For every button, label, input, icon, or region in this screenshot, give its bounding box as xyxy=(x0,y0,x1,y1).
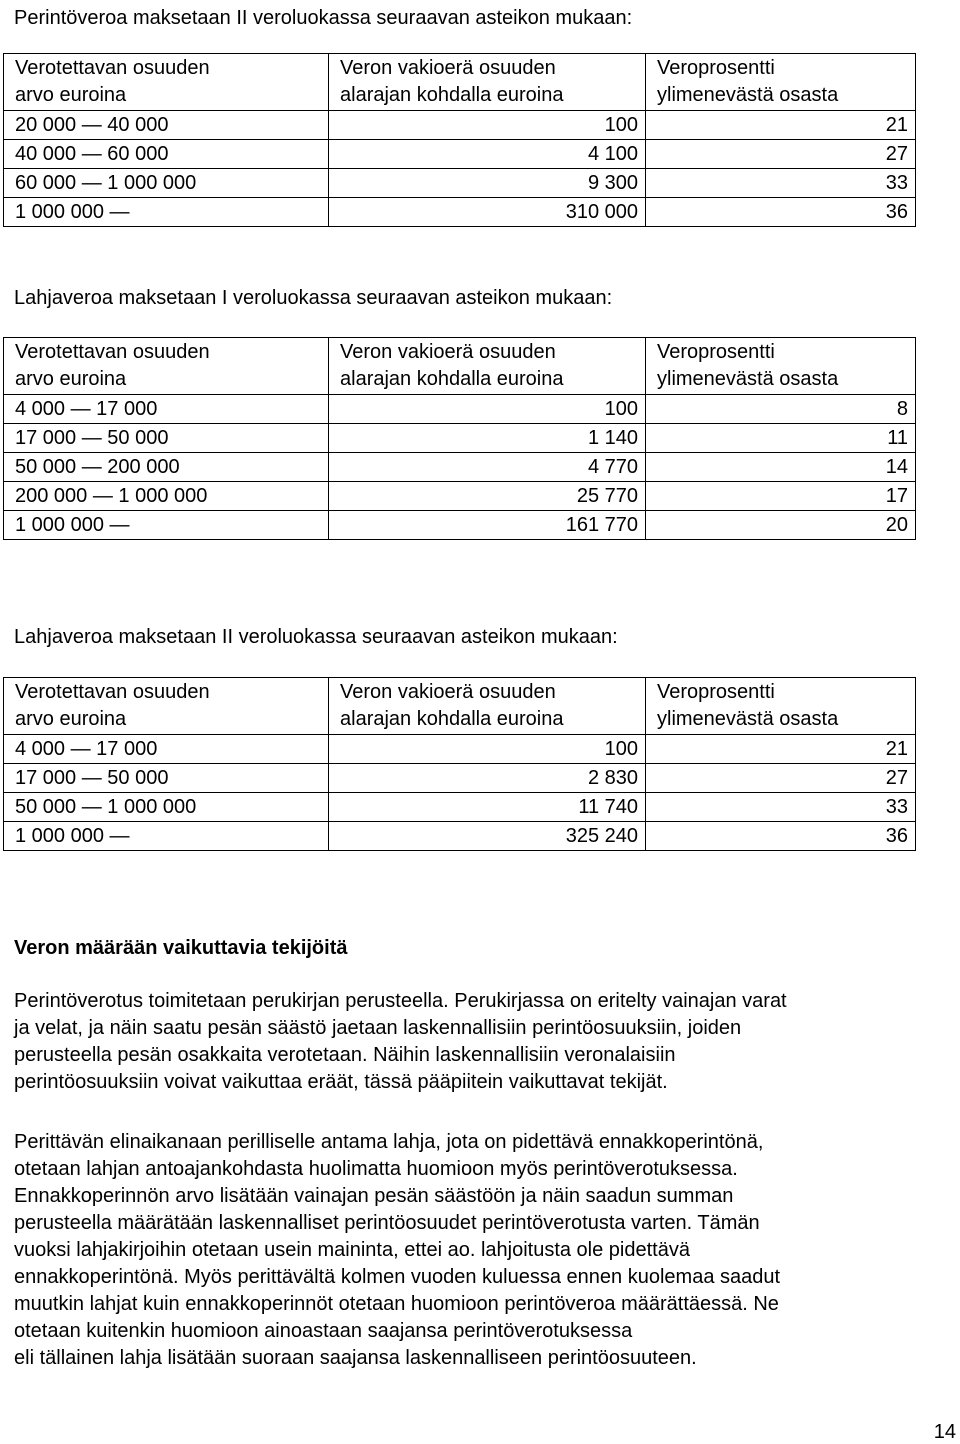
cell-rate: 11 xyxy=(646,424,916,453)
cell-range: 20 000 — 40 000 xyxy=(4,111,329,140)
header-taxable-value: Verotettavan osuuden arvo euroina xyxy=(4,54,329,111)
paragraph-line: otetaan lahjan antoajankohdasta huolimatta huomioon myös perintöverotuksessa. xyxy=(14,1158,738,1180)
table-row xyxy=(4,140,916,169)
paragraph-line: perintöosuuksiin voivat vaikuttaa eräät, tässä pääpiitein vaikuttavat tekijät. xyxy=(14,1071,668,1093)
heading-lahjavero-i: Lahjaveroa maksetaan I veroluokassa seuraavan asteikon mukaan: xyxy=(14,287,613,309)
header-tax-rate: Veroprosentti ylimenevästä osasta xyxy=(646,54,916,111)
cell-range: 1 000 000 — xyxy=(4,822,329,851)
paragraph-line: Ennakkoperinnön arvo lisätään vainajan pesän säästöön ja näin saadun summan xyxy=(14,1185,734,1207)
cell-base-tax: 9 300 xyxy=(329,169,646,198)
cell-rate: 27 xyxy=(646,764,916,793)
cell-rate: 21 xyxy=(646,735,916,764)
cell-rate: 8 xyxy=(646,395,916,424)
paragraph-line: vuoksi lahjakirjoihin otetaan usein maininta, ettei ao. lahjoitusta ole pidettävä xyxy=(14,1239,690,1261)
paragraph-ennakkoperinto xyxy=(14,1129,934,1372)
table-lahjavero-i xyxy=(3,337,916,540)
table-lahjavero-ii xyxy=(3,677,916,851)
table-row xyxy=(4,793,916,822)
paragraph-line: muutkin lahjat kuin ennakkoperinnöt otetaan huomioon perintöveroa määrättäessä. Ne xyxy=(14,1293,779,1315)
header-base-tax: Veron vakioerä osuuden alarajan kohdalla euroina xyxy=(329,678,646,735)
section-title: Veron määrään vaikuttavia tekijöitä xyxy=(14,937,348,959)
header-tax-rate: Veroprosentti ylimenevästä osasta xyxy=(646,338,916,395)
cell-base-tax: 11 740 xyxy=(329,793,646,822)
cell-rate: 21 xyxy=(646,111,916,140)
table-row xyxy=(4,511,916,540)
cell-range: 1 000 000 — xyxy=(4,511,329,540)
cell-rate: 33 xyxy=(646,169,916,198)
table-row xyxy=(4,111,916,140)
table-header-row xyxy=(4,338,916,395)
table-row xyxy=(4,735,916,764)
cell-base-tax: 100 xyxy=(329,735,646,764)
heading-perintovero-ii: Perintöveroa maksetaan II veroluokassa seuraavan asteikon mukaan: xyxy=(14,7,633,29)
table-row xyxy=(4,764,916,793)
cell-range: 4 000 — 17 000 xyxy=(4,735,329,764)
cell-rate: 33 xyxy=(646,793,916,822)
cell-range: 50 000 — 1 000 000 xyxy=(4,793,329,822)
header-base-tax: Veron vakioerä osuuden alarajan kohdalla euroina xyxy=(329,54,646,111)
header-base-tax: Veron vakioerä osuuden alarajan kohdalla euroina xyxy=(329,338,646,395)
header-tax-rate: Veroprosentti ylimenevästä osasta xyxy=(646,678,916,735)
cell-base-tax: 100 xyxy=(329,111,646,140)
cell-range: 17 000 — 50 000 xyxy=(4,424,329,453)
table-header-row xyxy=(4,678,916,735)
page-number: 14 xyxy=(933,1421,956,1443)
table-perintovero-ii xyxy=(3,53,916,227)
cell-range: 200 000 — 1 000 000 xyxy=(4,482,329,511)
cell-rate: 20 xyxy=(646,511,916,540)
cell-base-tax: 325 240 xyxy=(329,822,646,851)
cell-rate: 36 xyxy=(646,822,916,851)
paragraph-line: Perittävän elinaikanaan perilliselle antama lahja, jota on pidettävä ennakkoperintönä, xyxy=(14,1131,764,1153)
cell-base-tax: 1 140 xyxy=(329,424,646,453)
paragraph-line: ennakkoperintönä. Myös perittävältä kolmen vuoden kuluessa ennen kuolemaa saadut xyxy=(14,1266,781,1288)
table-row xyxy=(4,822,916,851)
cell-range: 17 000 — 50 000 xyxy=(4,764,329,793)
table-row xyxy=(4,453,916,482)
table-row xyxy=(4,482,916,511)
cell-rate: 14 xyxy=(646,453,916,482)
cell-range: 4 000 — 17 000 xyxy=(4,395,329,424)
paragraph-line: Perintöverotus toimitetaan perukirjan perusteella. Perukirjassa on eritelty vainajan varat xyxy=(14,990,787,1012)
paragraph-line: otetaan kuitenkin huomioon ainoastaan saajansa perintöverotuksessa xyxy=(14,1320,633,1342)
cell-base-tax: 2 830 xyxy=(329,764,646,793)
table-row xyxy=(4,424,916,453)
table-row xyxy=(4,198,916,227)
table-header-row xyxy=(4,54,916,111)
cell-base-tax: 310 000 xyxy=(329,198,646,227)
paragraph-line: perusteella pesän osakkaita verotetaan. Näihin laskennallisiin veronalaisiin xyxy=(14,1044,676,1066)
table-row xyxy=(4,169,916,198)
table-row xyxy=(4,395,916,424)
paragraph-line: perusteella määrätään laskennalliset perintöosuudet perintöverotusta varten. Tämän xyxy=(14,1212,760,1234)
cell-rate: 17 xyxy=(646,482,916,511)
cell-rate: 27 xyxy=(646,140,916,169)
cell-base-tax: 4 100 xyxy=(329,140,646,169)
header-taxable-value: Verotettavan osuuden arvo euroina xyxy=(4,338,329,395)
cell-base-tax: 100 xyxy=(329,395,646,424)
cell-range: 40 000 — 60 000 xyxy=(4,140,329,169)
paragraph-perukirja xyxy=(14,988,934,1096)
cell-rate: 36 xyxy=(646,198,916,227)
cell-base-tax: 161 770 xyxy=(329,511,646,540)
paragraph-line: eli tällainen lahja lisätään suoraan saajansa laskennalliseen perintöosuuteen. xyxy=(14,1347,697,1369)
header-taxable-value: Verotettavan osuuden arvo euroina xyxy=(4,678,329,735)
cell-range: 50 000 — 200 000 xyxy=(4,453,329,482)
cell-base-tax: 4 770 xyxy=(329,453,646,482)
cell-range: 1 000 000 — xyxy=(4,198,329,227)
cell-base-tax: 25 770 xyxy=(329,482,646,511)
paragraph-line: ja velat, ja näin saatu pesän säästö jaetaan laskennallisiin perintöosuuksiin, joiden xyxy=(14,1017,742,1039)
cell-range: 60 000 — 1 000 000 xyxy=(4,169,329,198)
heading-lahjavero-ii: Lahjaveroa maksetaan II veroluokassa seuraavan asteikon mukaan: xyxy=(14,626,618,648)
